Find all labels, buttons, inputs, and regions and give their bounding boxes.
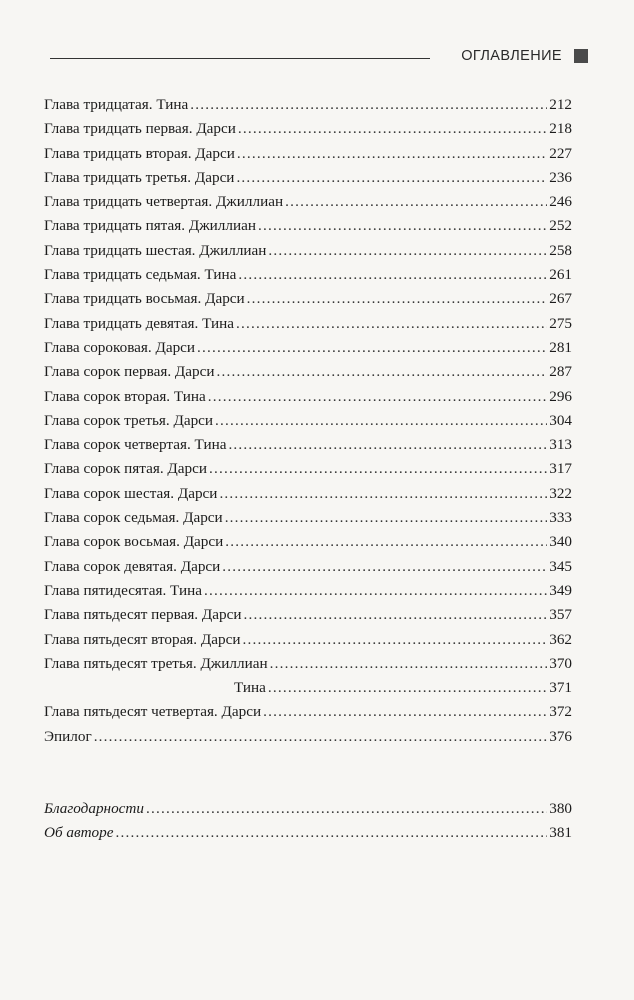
- toc-entry-title: Глава пятьдесят четвертая. Дарси: [44, 703, 262, 721]
- toc-leader-dots: [258, 214, 547, 238]
- toc-entry: [44, 530, 572, 554]
- toc-entry-title: Глава сороковая. Дарси: [44, 338, 196, 356]
- toc-entry-page: 258: [549, 241, 572, 259]
- toc-backmatter-entry: [44, 797, 572, 821]
- toc-section-gap: [44, 749, 572, 797]
- toc-entry-page: 281: [549, 338, 572, 356]
- toc-entry-title: Глава тридцать третья. Дарси: [44, 168, 235, 186]
- toc-entry: [44, 166, 572, 190]
- toc-entry: [44, 676, 572, 700]
- toc-entry-title: Глава пятидесятая. Тина: [44, 581, 202, 599]
- toc-entry-page: 349: [549, 581, 572, 599]
- toc-entry: [44, 603, 572, 627]
- toc-entry-page: 212: [549, 96, 572, 113]
- toc-entry: [44, 652, 572, 676]
- toc-entry-title: Глава сорок восьмая. Дарси: [44, 533, 224, 551]
- toc-leader-dots: [243, 603, 547, 627]
- toc-entry-page: 261: [549, 266, 572, 284]
- toc-entry-title: Благодарности: [44, 800, 144, 818]
- toc-entry: [44, 93, 572, 117]
- toc-leader-dots: [208, 385, 547, 409]
- toc-entry-title: Глава сорок пятая. Дарси: [44, 460, 207, 478]
- toc-entry: [44, 409, 572, 433]
- toc-leader-dots: [247, 287, 548, 311]
- toc-entry-page: 296: [549, 387, 572, 405]
- toc-entry-page: 252: [549, 217, 572, 235]
- toc-entry-page: 246: [549, 193, 572, 211]
- toc-entry-title: Глава тридцать девятая. Тина: [44, 314, 235, 332]
- toc-leader-dots: [270, 652, 548, 676]
- toc-entry-title: Глава пятьдесят третья. Джиллиан: [44, 654, 268, 672]
- page-header: [50, 44, 588, 72]
- toc-entry-page: 376: [549, 727, 572, 745]
- header-title: ОГЛАВЛЕНИЕ: [461, 48, 562, 64]
- toc-leader-dots: [204, 579, 547, 603]
- toc-entry-page: 370: [549, 654, 572, 672]
- toc-leader-dots: [263, 700, 547, 724]
- toc-entry: [44, 287, 572, 311]
- toc-leader-dots: [216, 360, 547, 384]
- toc-entry: [44, 385, 572, 409]
- toc-leader-dots: [238, 117, 547, 141]
- toc-entry: [44, 482, 572, 506]
- toc-entry-page: 345: [549, 557, 572, 575]
- toc-leader-dots: [238, 263, 547, 287]
- toc-entry-title: Глава тридцать первая. Дарси: [44, 120, 236, 138]
- toc-entry-title: Глава тридцать пятая. Джиллиан: [44, 217, 256, 235]
- toc-entry-title: Глава тридцать вторая. Дарси: [44, 144, 235, 162]
- toc-entry-title: Глава тридцать седьмая. Тина: [44, 266, 237, 284]
- toc-entry-page: 372: [549, 703, 572, 721]
- toc-entry-title: Глава сорок четвертая. Тина: [44, 436, 227, 454]
- toc-leader-dots: [228, 433, 547, 457]
- toc-entry-title: Глава тридцать шестая. Джиллиан: [44, 241, 267, 259]
- toc-entry: [44, 263, 572, 287]
- toc-entry-title: Глава сорок шестая. Дарси: [44, 484, 218, 502]
- toc-leader-dots: [219, 482, 547, 506]
- toc-entry: [44, 117, 572, 141]
- toc-entry-page: 275: [549, 314, 572, 332]
- toc-entry-page: 313: [549, 436, 572, 454]
- table-of-contents: [44, 93, 572, 846]
- toc-entry: [44, 555, 572, 579]
- toc-leader-dots: [242, 628, 547, 652]
- toc-entry-page: 218: [549, 120, 572, 138]
- toc-leader-dots: [225, 530, 547, 554]
- toc-entry-page: 380: [549, 800, 572, 818]
- toc-entry-page: 322: [549, 484, 572, 502]
- toc-entry-page: 333: [549, 509, 572, 527]
- toc-entry-page: 287: [549, 363, 572, 381]
- toc-entry-title: Эпилог: [44, 727, 92, 745]
- toc-leader-dots: [236, 312, 547, 336]
- toc-leader-dots: [237, 142, 547, 166]
- toc-leader-dots: [285, 190, 547, 214]
- toc-entry: [44, 433, 572, 457]
- toc-entry-title: Глава сорок седьмая. Дарси: [44, 509, 223, 527]
- toc-entry: [44, 142, 572, 166]
- toc-entry-page: 357: [549, 606, 572, 624]
- toc-entry-page: 317: [549, 460, 572, 478]
- toc-entry: [44, 239, 572, 263]
- toc-entry-title: Глава тридцать восьмая. Дарси: [44, 290, 245, 308]
- toc-entry: [44, 360, 572, 384]
- toc-entry-title: Глава сорок первая. Дарси: [44, 363, 215, 381]
- toc-entry-title: Об авторе: [44, 824, 114, 842]
- toc-leader-dots: [146, 797, 547, 821]
- toc-entry: [44, 628, 572, 652]
- toc-entry: [44, 725, 572, 749]
- header-rule: [50, 58, 430, 59]
- header-square-icon: [574, 49, 588, 63]
- toc-entry-page: 267: [549, 290, 572, 308]
- toc-entry-page: 340: [549, 533, 572, 551]
- toc-leader-dots: [190, 93, 547, 117]
- toc-entry-page: 227: [549, 144, 572, 162]
- toc-entry: [44, 190, 572, 214]
- toc-entry-title: Глава сорок третья. Дарси: [44, 411, 214, 429]
- toc-entry-title: Глава тридцатая. Тина: [44, 96, 189, 113]
- toc-entry-page: 236: [549, 168, 572, 186]
- toc-entry: [44, 336, 572, 360]
- toc-leader-dots: [236, 166, 547, 190]
- toc-entry-title: Глава сорок девятая. Дарси: [44, 557, 221, 575]
- toc-entry-title: Глава сорок вторая. Тина: [44, 387, 206, 405]
- toc-entry-title: Глава пятьдесят первая. Дарси: [44, 606, 242, 624]
- toc-entry: [44, 506, 572, 530]
- toc-leader-dots: [268, 676, 547, 700]
- toc-entry-title: Глава пятьдесят вторая. Дарси: [44, 630, 241, 648]
- toc-entry: [44, 457, 572, 481]
- toc-leader-dots: [225, 506, 548, 530]
- toc-entry: [44, 700, 572, 724]
- toc-entry-page: 381: [549, 824, 572, 842]
- toc-leader-dots: [268, 239, 547, 263]
- toc-leader-dots: [197, 336, 547, 360]
- toc-entry-page: 371: [549, 679, 572, 697]
- toc-entry-page: 362: [549, 630, 572, 648]
- toc-entry-title: Тина: [234, 679, 266, 697]
- toc-leader-dots: [116, 821, 548, 845]
- toc-entry: [44, 312, 572, 336]
- toc-leader-dots: [209, 457, 547, 481]
- toc-entry: [44, 214, 572, 238]
- toc-entry-page: 304: [549, 411, 572, 429]
- toc-entry-title: Глава тридцать четвертая. Джиллиан: [44, 193, 284, 211]
- toc-leader-dots: [215, 409, 547, 433]
- toc-leader-dots: [222, 555, 547, 579]
- toc-entry: [44, 579, 572, 603]
- toc-leader-dots: [94, 725, 548, 749]
- toc-backmatter-entry: [44, 821, 572, 845]
